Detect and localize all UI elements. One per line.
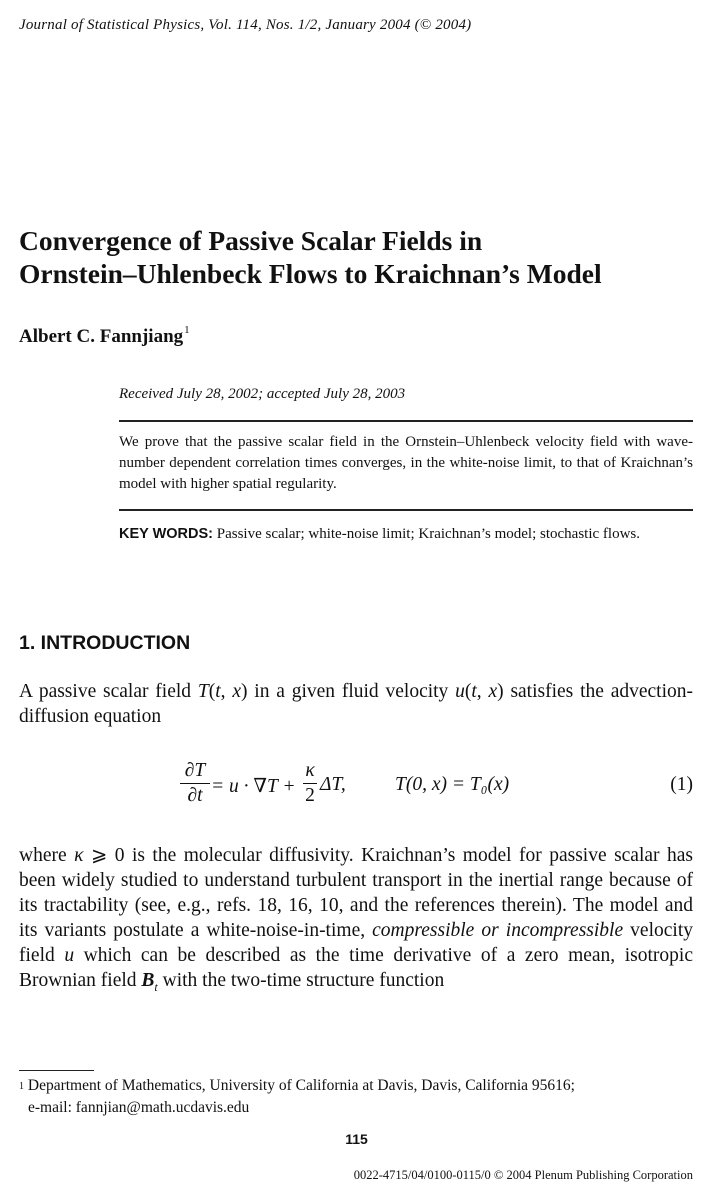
footnote xyxy=(19,1075,693,1119)
footnote-rule xyxy=(19,1070,94,1071)
page-number: 115 xyxy=(345,1131,368,1147)
footnote-mark: 1 xyxy=(19,1081,24,1092)
abstract: We prove that the passive scalar field in the Ornstein–Uhlenbeck velocity field with wave-number dependent correlation times converges, in the white-noise limit, to that of Kraichnan’s model with higher spatial regularity. xyxy=(119,434,693,492)
fraction-dT-dt: ∂T ∂t xyxy=(180,760,210,807)
intro-paragraph-1: A passive scalar field T(t, x) in a given fluid velocity u(t, x) satisfies the advection-diffusion equation xyxy=(19,681,693,727)
footnote-email: e-mail: fannjian@math.ucdavis.edu xyxy=(28,1099,250,1116)
author-footnote-mark: 1 xyxy=(184,324,190,336)
keywords-text: Passive scalar; white-noise limit; Kraichnan’s model; stochastic flows. xyxy=(216,526,640,542)
intro-paragraph-2: where κ ⩾ 0 is the molecular diffusivity. Kraichnan’s model for passive scalar has been widely studied to understand turbulent transport in the inertial range because of its tractability (see, e.g., refs. 18, 16, 10, and the references therein). The model and its variants postulate a white-noise-in-time, compressible or incompressible velocity field u which can be described as the time derivative of a zero mean, isotropic Brownian field $B_t$ with the two-time structure function xyxy=(19,845,693,994)
footnote-affiliation: Department of Mathematics, University of California at Davis, Davis, California 95616; xyxy=(24,1077,575,1094)
paper-title xyxy=(19,224,699,290)
received-dates: Received July 28, 2002; accepted July 28, 2003 xyxy=(119,386,406,402)
section-heading: 1. INTRODUCTION xyxy=(19,632,191,654)
equation-1 xyxy=(180,758,693,816)
abstract-top-rule xyxy=(119,420,693,422)
author-name xyxy=(19,326,190,348)
equation-laplacian-term: ΔT, xyxy=(320,774,346,795)
keywords xyxy=(119,524,693,545)
equation-initial-condition: T(0, x) = T₀(x) xyxy=(395,774,510,795)
journal-header: Journal of Statistical Physics, Vol. 114, Nos. 1/2, January 2004 (© 2004) xyxy=(19,17,472,33)
keywords-label: KEY WORDS: xyxy=(119,526,213,542)
equation-number: (1) xyxy=(670,774,693,795)
fraction-kappa-2: κ 2 xyxy=(303,760,317,807)
copyright-line: 0022-4715/04/0100-0115/0 © 2004 Plenum Publishing Corporation xyxy=(353,1168,693,1182)
title-line-1: Convergence of Passive Scalar Fields in xyxy=(19,225,483,256)
title-line-2: Ornstein–Uhlenbeck Flows to Kraichnan’s Model xyxy=(19,258,602,289)
abstract-bottom-rule xyxy=(119,509,693,511)
author-text: Albert C. Fannjiang xyxy=(19,326,184,347)
equation-middle: = u · ∇T + xyxy=(211,776,296,797)
